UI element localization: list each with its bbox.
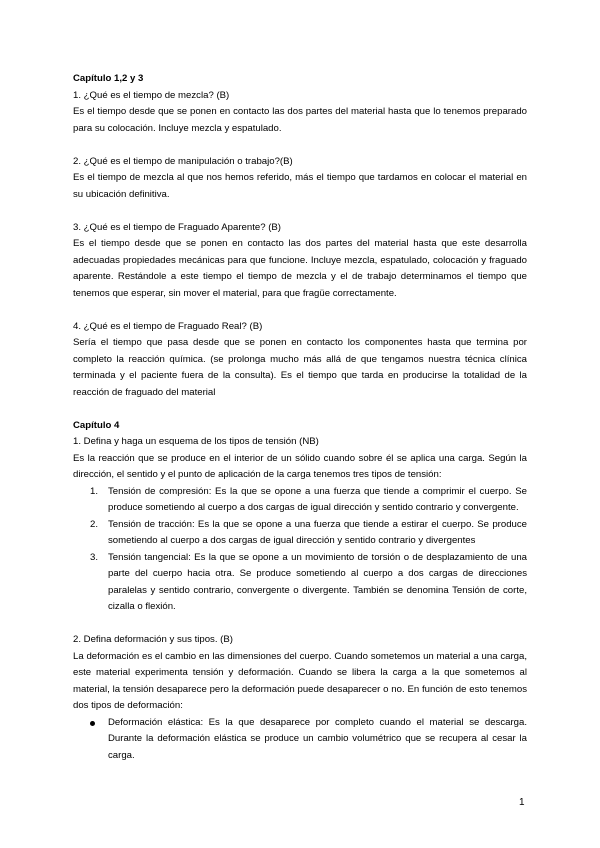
list-item	[73, 550, 527, 616]
spacer	[73, 137, 527, 154]
list-item	[73, 715, 527, 765]
list-number: 3.	[90, 551, 99, 563]
spacer	[73, 401, 527, 418]
question-text: 4. ¿Qué es el tiempo de Fraguado Real? (B)	[73, 320, 263, 332]
bullet-list	[73, 715, 527, 765]
list-number: 1.	[90, 485, 99, 497]
list-item	[73, 517, 527, 550]
list-item-text: Tensión de tracción: Es la que se opone a una fuerza que tiende a estirar el cuerpo. Se produce sometiendo al cuerpo a dos cargas de igual dirección y sentido contrario y divergentes	[108, 518, 527, 546]
section-heading: Capítulo 4	[73, 419, 120, 431]
page-number: 1	[519, 797, 525, 808]
answer-text: La deformación es el cambio en las dimensiones del cuerpo. Cuando sometemos un material a una carga, este material experimenta tensión y deformación. Cuando se libera la carga a la que sometemos al material, la tensión desaparece pero la deformación puede desaparecer o no. En función de esto tenemos dos tipos de deformación:	[73, 650, 527, 711]
spacer	[73, 302, 527, 319]
list-item-text: Tensión tangencial: Es la que se opone a un movimiento de torsión o de desplazamiento de una parte del cuerpo hacia otra. Se produce sometiendo al cuerpo a dos cargas de direcciones paralelas y sentido contrario, convergente o divergente. También se denomina Tensión de corte, cizalla o flexión.	[108, 551, 527, 612]
answer-text: Es el tiempo desde que se ponen en contacto las dos partes del material hasta que este desarrolla adecuadas propiedades mecánicas para que funcione. Incluye mezcla, espatulado, colocación y fraguado aparente. Restándole a este tiempo el tiempo de mezcla y el de trabajo determinamos el tiempo que tenemos que esperar, sin mover el material, para que fragüe correctamente.	[73, 238, 527, 299]
question-text: 2. ¿Qué es el tiempo de manipulación o trabajo?(B)	[73, 155, 293, 167]
list-item-text: Tensión de compresión: Es la que se opone a una fuerza que tiende a comprimir el cuerpo. Se produce sometiendo al cuerpo a dos cargas de igual dirección y sentido contrario y convergente.	[108, 485, 527, 513]
list-item-text: Deformación elástica: Es la que desaparece por completo cuando el material se descarga. Durante la deformación elástica se produce un cambio volumétrico que se recupera al cesar la carga.	[108, 716, 527, 761]
section-heading: Capítulo 1,2 y 3	[73, 73, 144, 84]
list-item	[73, 484, 527, 517]
bullet-icon	[90, 721, 95, 726]
question-text: 2. Defina deformación y sus tipos. (B)	[73, 634, 233, 645]
answer-text: Es el tiempo desde que se ponen en contacto las dos partes del material hasta que lo tenemos preparado para su colocación. Incluye mezcla y espatulado.	[73, 106, 527, 134]
spacer	[73, 203, 527, 220]
numbered-list	[73, 484, 527, 616]
question-text: 1. ¿Qué es el tiempo de mezcla? (B)	[73, 89, 230, 101]
document-body	[73, 71, 527, 764]
answer-text: Es el tiempo de mezcla al que nos hemos referido, más el tiempo que tardamos en colocar el material en su ubicación definitiva.	[73, 172, 527, 200]
question-text: 1. Defina y haga un esquema de los tipos de tensión (NB)	[73, 436, 319, 447]
list-number: 2.	[90, 518, 99, 530]
question-text: 3. ¿Qué es el tiempo de Fraguado Aparente? (B)	[73, 221, 281, 233]
answer-text: Es la reacción que se produce en el interior de un sólido cuando sobre él se aplica una carga. Según la dirección, el sentido y el punto de aplicación de la carga tenemos tres tipos de tensión:	[73, 452, 527, 480]
answer-text: Sería el tiempo que pasa desde que se ponen en contacto los componentes hasta que termina por completo la reacción química. (se prolonga mucho más allá de que tengamos nuestra técnica clínica terminada y el paciente fuera de la consulta). Es el tiempo que tarda en producirse la totalidad de la reacción de fraguado del material	[73, 337, 527, 398]
spacer	[73, 616, 527, 633]
